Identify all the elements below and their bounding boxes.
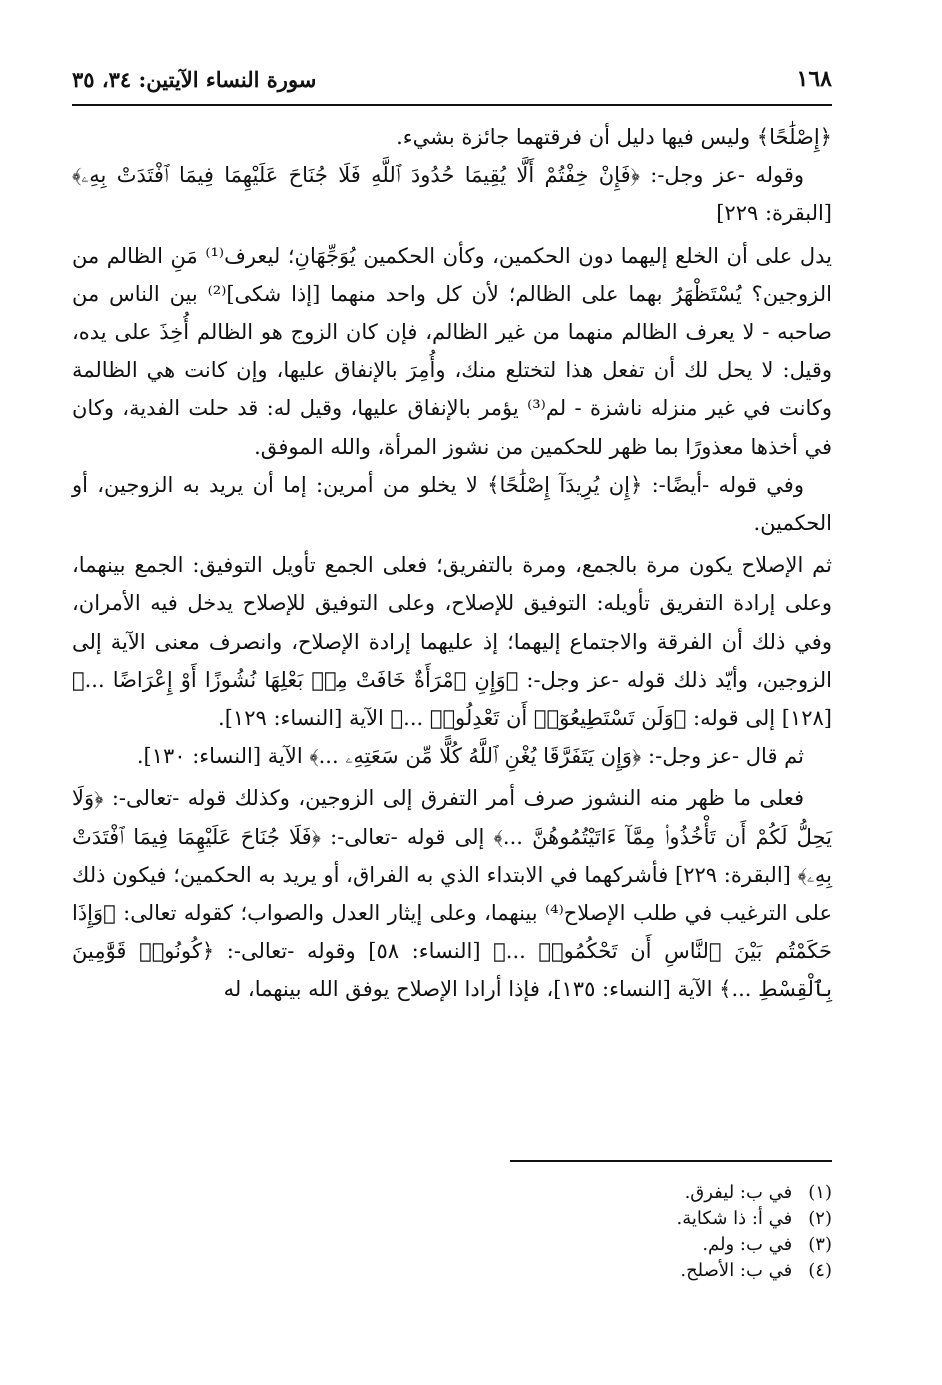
footnote-item — [72, 1258, 832, 1284]
main-text — [72, 118, 832, 1009]
footnotes — [72, 1180, 832, 1284]
page-header — [72, 58, 832, 92]
header-rule — [72, 104, 832, 106]
paragraph: يدل على أن الخلع إليهما دون الحكمين، وكأن الحكمين يُوَجِّهَانِ؛ ليعرف⁽¹⁾ مَنِ الظالم من الزوجين؟ يُسْتَظْهَرُ بهما على الظالم؛ لأن كل واحد منهما [إذا شكى]⁽²⁾ بين الناس من صاحبه - لا يعرف الظالم منهما من غير الظالم، فإن كان الزوج هو الظالم أُخِذَ على يده، وقيل: لا يحل لك أن تفعل هذا لتختلع منك، وأُمِرَ بالإنفاق عليها، وإن كانت هي الظالمة وكانت في غير منزله ناشزة - لم⁽³⁾ يؤمر بالإنفاق عليها، وقيل له: قد حلت الفدية، وكان في أخذها معذورًا بما ظهر للحكمين من نشوز المرأة، والله الموفق. — [72, 243, 833, 459]
paragraph: فعلى ما ظهر منه النشوز صرف أمر التفرق إلى الزوجين، وكذلك قوله -تعالى-: ﴿وَلَا يَحِلُّ لَكُمْ أَن تَأْخُذُوا۟ مِمَّآ ءَاتَيْتُمُوهُنَّ ...﴾ إلى قوله -تعالى-: ﴿فَلَا جُنَاحَ عَلَيْهِمَا فِيمَا ٱفْتَدَتْ بِهِۦ﴾ [البقرة: ٢٢٩] فأشركهما في الابتداء الذي به الفراق، أو يريد به الحكمين؛ فيكون ذلك على الترغيب في طلب الإصلاح⁽⁴⁾ بينهما، وعلى إيثار العدل والصواب؛ كقوله تعالى: ﴿وَإِذَا حَكَمْتُم بَيْنَ ٱلنَّاسِ أَن تَحْكُمُوا۟ ...﴾ [النساء: ٥٨] وقوله -تعالى-: ﴿كُونُوا۟ قَوَّٰمِينَ بِٱلْقِسْطِ ...﴾ الآية [النساء: ١٣٥]، فإذا أرادا الإصلاح يوفق الله بينهما، له — [72, 786, 832, 1002]
footnote-text: في أ: ذا شكاية. — [676, 1208, 793, 1229]
footnote-item — [72, 1232, 832, 1258]
footnote-number: (٤) — [808, 1260, 832, 1281]
paragraph: وقوله -عز وجل-: ﴿فَإِنْ خِفْتُمْ أَلَّا يُقِيمَا حُدُودَ ٱللَّهِ فَلَا جُنَاحَ عَلَيْهِمَا فِيمَا ٱفْتَدَتْ بِهِۦ﴾ [البقرة: ٢٢٩] — [72, 163, 832, 226]
paragraph: وفي قوله -أيضًا-: ﴿إِن يُرِيدَآ إِصْلَٰحًا﴾ لا يخلو من أمرين: إما أن يريد به الزوجين، أو الحكمين. — [72, 472, 832, 536]
footnote-item — [72, 1180, 832, 1206]
page-number: ١٦٨ — [796, 66, 832, 92]
paragraph: ﴿إِصْلَٰحًا﴾ وليس فيها دليل أن فرقتهما جائزة بشيء. — [396, 125, 832, 149]
footnote-number: (١) — [808, 1182, 832, 1203]
footnote-text: في ب: ليفرق. — [684, 1182, 793, 1203]
footnote-text: في ب: الأصلح. — [680, 1260, 793, 1281]
footnote-item — [72, 1206, 832, 1232]
footnote-number: (٢) — [808, 1208, 832, 1229]
running-title: سورة النساء الآيتين: ٣٤، ٣٥ — [72, 67, 317, 92]
footnote-rule — [510, 1160, 832, 1162]
paragraph: ثم الإصلاح يكون مرة بالجمع، ومرة بالتفريق؛ فعلى الجمع تأويل التوفيق: الجمع بينهما، وعلى إرادة التفريق تأويله: التوفيق للإصلاح، وعلى التوفيق للإصلاح يدخل فيه الأمران، وفي ذلك أن الفرقة والاجتماع إليهما؛ إذ عليهما إرادة الإصلاح، وانصرف معنى الآية إلى الزوجين، وأيّد ذلك قوله -عز وجل-: ﴿وَإِنِ ٱمْرَأَةٌ خَافَتْ مِنۢ بَعْلِهَا نُشُوزًا أَوْ إِعْرَاضًا ...﴾ [١٢٨] إلى قوله: ﴿وَلَن تَسْتَطِيعُوٓا۟ أَن تَعْدِلُوا۟ ...﴾ الآية [النساء: ١٢٩]. — [72, 553, 832, 731]
paragraph: ثم قال -عز وجل-: ﴿وَإِن يَتَفَرَّقَا يُغْنِ ٱللَّهُ كُلًّا مِّن سَعَتِهِۦ ...﴾ الآية [النساء: ١٣٠]. — [136, 744, 804, 769]
footnote-number: (٣) — [808, 1234, 832, 1255]
footnote-text: في ب: ولم. — [702, 1234, 793, 1255]
